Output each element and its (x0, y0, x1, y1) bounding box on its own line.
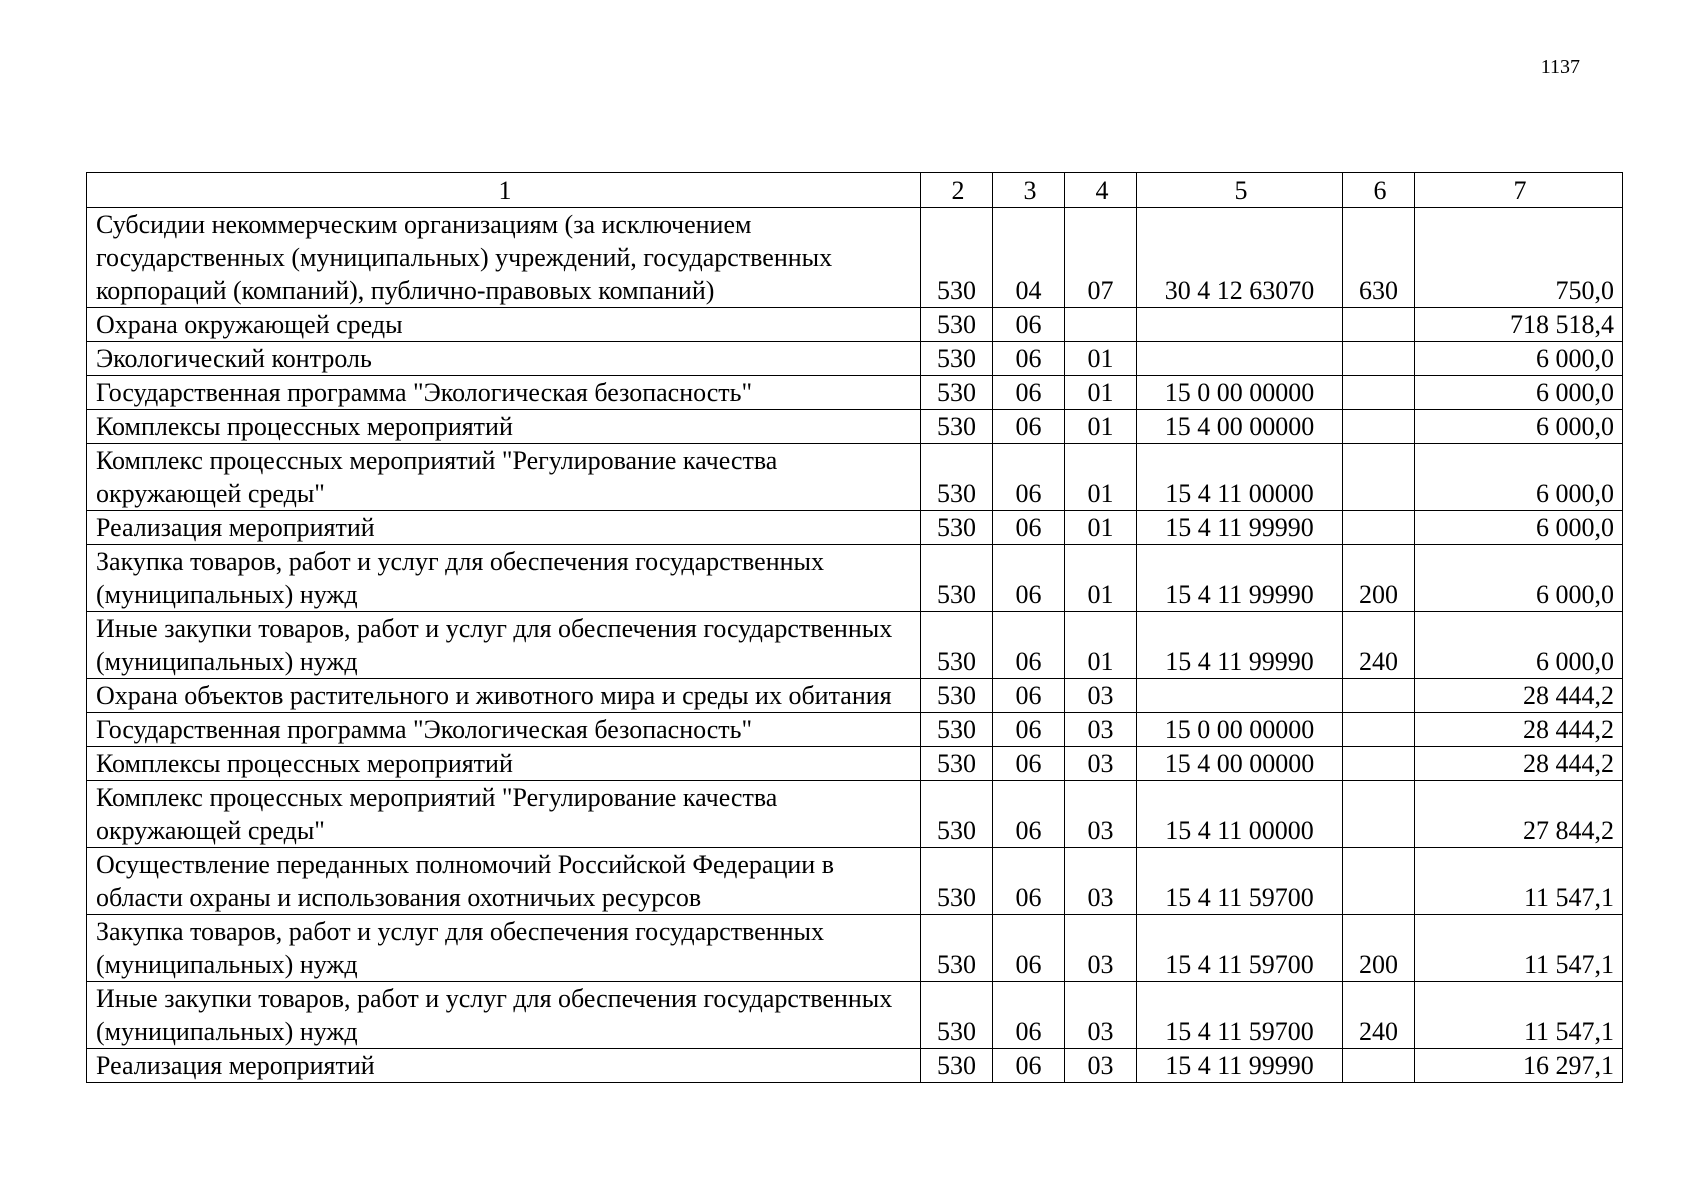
column-header-name: 1 (87, 173, 921, 208)
row-name: Иные закупки товаров, работ и услуг для обеспечения государственных (муниципальных) нужд (87, 982, 921, 1049)
row-target-article: 15 4 11 99990 (1137, 1049, 1343, 1083)
table-row (87, 410, 1623, 444)
row-grbs: 530 (921, 1049, 993, 1083)
column-header-grbs: 2 (921, 173, 993, 208)
row-grbs: 530 (921, 444, 993, 511)
row-section: 06 (993, 848, 1065, 915)
row-subsection: 03 (1065, 1049, 1137, 1083)
table-row (87, 1049, 1623, 1083)
row-subsection: 03 (1065, 747, 1137, 781)
table-body (87, 208, 1623, 1083)
row-target-article: 15 4 11 00000 (1137, 444, 1343, 511)
row-section: 06 (993, 713, 1065, 747)
row-sum: 6 000,0 (1415, 410, 1623, 444)
header-row (87, 173, 1623, 208)
row-section: 06 (993, 1049, 1065, 1083)
row-subsection: 01 (1065, 342, 1137, 376)
row-sum: 27 844,2 (1415, 781, 1623, 848)
row-target-article: 15 4 11 99990 (1137, 545, 1343, 612)
row-expense-type (1343, 1049, 1415, 1083)
column-header-expense-type: 6 (1343, 173, 1415, 208)
row-expense-type (1343, 781, 1415, 848)
row-sum: 6 000,0 (1415, 342, 1623, 376)
row-sum: 11 547,1 (1415, 915, 1623, 982)
row-subsection (1065, 308, 1137, 342)
row-expense-type (1343, 713, 1415, 747)
table-row (87, 713, 1623, 747)
row-grbs: 530 (921, 848, 993, 915)
row-expense-type (1343, 848, 1415, 915)
row-sum: 28 444,2 (1415, 747, 1623, 781)
row-sum: 16 297,1 (1415, 1049, 1623, 1083)
row-name: Комплекс процессных мероприятий "Регулирование качества окружающей среды" (87, 444, 921, 511)
row-section: 06 (993, 511, 1065, 545)
row-expense-type: 240 (1343, 612, 1415, 679)
row-target-article: 30 4 12 63070 (1137, 208, 1343, 308)
row-name: Реализация мероприятий (87, 1049, 921, 1083)
column-header-subsection: 4 (1065, 173, 1137, 208)
row-name: Комплексы процессных мероприятий (87, 410, 921, 444)
row-sum: 6 000,0 (1415, 376, 1623, 410)
row-grbs: 530 (921, 342, 993, 376)
row-grbs: 530 (921, 747, 993, 781)
row-subsection: 03 (1065, 781, 1137, 848)
row-target-article: 15 0 00 00000 (1137, 376, 1343, 410)
row-target-article: 15 4 11 59700 (1137, 848, 1343, 915)
row-target-article: 15 4 00 00000 (1137, 410, 1343, 444)
row-subsection: 03 (1065, 713, 1137, 747)
row-target-article: 15 4 11 99990 (1137, 612, 1343, 679)
row-subsection: 01 (1065, 410, 1137, 444)
row-grbs: 530 (921, 915, 993, 982)
row-section: 04 (993, 208, 1065, 308)
row-expense-type: 240 (1343, 982, 1415, 1049)
row-sum: 6 000,0 (1415, 511, 1623, 545)
table-row (87, 848, 1623, 915)
row-target-article (1137, 679, 1343, 713)
row-name: Осуществление переданных полномочий Российской Федерации в области охраны и использования охотничьих ресурсов (87, 848, 921, 915)
row-name: Закупка товаров, работ и услуг для обеспечения государственных (муниципальных) нужд (87, 545, 921, 612)
row-grbs: 530 (921, 511, 993, 545)
column-header-section: 3 (993, 173, 1065, 208)
table-row (87, 982, 1623, 1049)
row-expense-type (1343, 511, 1415, 545)
table-row (87, 545, 1623, 612)
row-section: 06 (993, 545, 1065, 612)
row-grbs: 530 (921, 781, 993, 848)
budget-table (86, 172, 1623, 1083)
row-expense-type: 630 (1343, 208, 1415, 308)
row-name: Охрана объектов растительного и животного мира и среды их обитания (87, 679, 921, 713)
row-name: Комплекс процессных мероприятий "Регулирование качества окружающей среды" (87, 781, 921, 848)
row-target-article: 15 4 11 59700 (1137, 915, 1343, 982)
row-subsection: 01 (1065, 612, 1137, 679)
row-subsection: 01 (1065, 444, 1137, 511)
row-target-article: 15 4 11 00000 (1137, 781, 1343, 848)
table-row (87, 308, 1623, 342)
row-section: 06 (993, 410, 1065, 444)
table-row (87, 208, 1623, 308)
row-target-article: 15 4 11 59700 (1137, 982, 1343, 1049)
row-target-article (1137, 308, 1343, 342)
row-target-article (1137, 342, 1343, 376)
row-expense-type (1343, 679, 1415, 713)
row-expense-type (1343, 444, 1415, 511)
row-subsection: 01 (1065, 511, 1137, 545)
row-sum: 11 547,1 (1415, 848, 1623, 915)
row-sum: 28 444,2 (1415, 713, 1623, 747)
table-row (87, 781, 1623, 848)
table-row (87, 376, 1623, 410)
row-grbs: 530 (921, 410, 993, 444)
row-subsection: 01 (1065, 545, 1137, 612)
row-subsection: 07 (1065, 208, 1137, 308)
row-subsection: 03 (1065, 848, 1137, 915)
row-target-article: 15 4 11 99990 (1137, 511, 1343, 545)
row-grbs: 530 (921, 308, 993, 342)
row-section: 06 (993, 444, 1065, 511)
row-sum: 750,0 (1415, 208, 1623, 308)
row-section: 06 (993, 308, 1065, 342)
row-grbs: 530 (921, 982, 993, 1049)
row-name: Комплексы процессных мероприятий (87, 747, 921, 781)
row-grbs: 530 (921, 713, 993, 747)
table-row (87, 612, 1623, 679)
row-sum: 28 444,2 (1415, 679, 1623, 713)
row-section: 06 (993, 915, 1065, 982)
row-subsection: 03 (1065, 982, 1137, 1049)
row-sum: 718 518,4 (1415, 308, 1623, 342)
row-target-article: 15 4 00 00000 (1137, 747, 1343, 781)
row-expense-type (1343, 376, 1415, 410)
row-expense-type (1343, 308, 1415, 342)
row-name: Государственная программа "Экологическая безопасность" (87, 713, 921, 747)
row-section: 06 (993, 342, 1065, 376)
table-row (87, 342, 1623, 376)
row-grbs: 530 (921, 376, 993, 410)
row-section: 06 (993, 747, 1065, 781)
row-section: 06 (993, 781, 1065, 848)
row-expense-type: 200 (1343, 915, 1415, 982)
table-row (87, 511, 1623, 545)
row-name: Охрана окружающей среды (87, 308, 921, 342)
column-header-sum: 7 (1415, 173, 1623, 208)
row-grbs: 530 (921, 679, 993, 713)
row-section: 06 (993, 679, 1065, 713)
row-sum: 11 547,1 (1415, 982, 1623, 1049)
row-section: 06 (993, 376, 1065, 410)
row-expense-type (1343, 342, 1415, 376)
row-name: Экологический контроль (87, 342, 921, 376)
row-name: Иные закупки товаров, работ и услуг для обеспечения государственных (муниципальных) нужд (87, 612, 921, 679)
row-subsection: 03 (1065, 915, 1137, 982)
row-subsection: 01 (1065, 376, 1137, 410)
table-row (87, 747, 1623, 781)
row-target-article: 15 0 00 00000 (1137, 713, 1343, 747)
row-expense-type: 200 (1343, 545, 1415, 612)
row-name: Закупка товаров, работ и услуг для обеспечения государственных (муниципальных) нужд (87, 915, 921, 982)
row-section: 06 (993, 982, 1065, 1049)
page-number: 1137 (1540, 56, 1580, 78)
table-row (87, 679, 1623, 713)
row-sum: 6 000,0 (1415, 545, 1623, 612)
row-name: Субсидии некоммерческим организациям (за исключением государственных (муниципальных) учреждений, государственных корпораций (компаний), публично-правовых компаний) (87, 208, 921, 308)
row-sum: 6 000,0 (1415, 612, 1623, 679)
row-section: 06 (993, 612, 1065, 679)
row-name: Государственная программа "Экологическая безопасность" (87, 376, 921, 410)
row-expense-type (1343, 410, 1415, 444)
row-grbs: 530 (921, 545, 993, 612)
row-name: Реализация мероприятий (87, 511, 921, 545)
table-row (87, 444, 1623, 511)
column-header-target-article: 5 (1137, 173, 1343, 208)
row-expense-type (1343, 747, 1415, 781)
table-row (87, 915, 1623, 982)
row-sum: 6 000,0 (1415, 444, 1623, 511)
row-subsection: 03 (1065, 679, 1137, 713)
row-grbs: 530 (921, 612, 993, 679)
row-grbs: 530 (921, 208, 993, 308)
